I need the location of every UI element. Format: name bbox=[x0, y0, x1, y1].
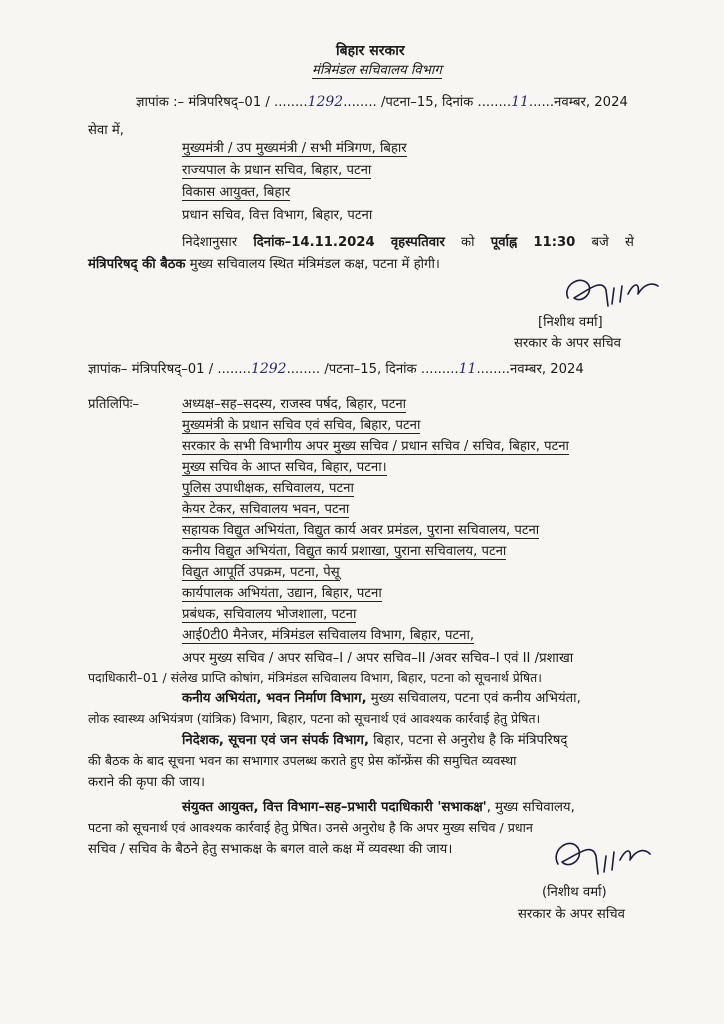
copy-item: विद्युत आपूर्ति उपक्रम, पटना, पेसू bbox=[182, 565, 340, 580]
para-4-line-2: पटना को सूचनार्थ एवं आवश्यक कार्रवाई हेतु प्रेषित। उनसे अनुरोध है कि अपर मुख्य सचिव / प्रधान bbox=[88, 820, 533, 835]
memo-line-2 bbox=[88, 362, 584, 376]
copy-item: मुख्य सचिव के आप्त सचिव, बिहार, पटना। bbox=[182, 460, 387, 475]
copy-label: प्रतिलिपिः– bbox=[88, 397, 139, 412]
memo-line-1 bbox=[136, 95, 628, 109]
dept-title: मंत्रिमंडल सचिवालय विभाग bbox=[312, 63, 442, 78]
dots: ........ bbox=[274, 95, 308, 110]
para-1-line-2: पदाधिकारी–01 / संलेख प्राप्ति कोषांग, मंत्रिमंडल सचिवालय विभाग, बिहार, पटना को सूचनार्थ प्रेषित। bbox=[88, 670, 542, 685]
dots: ........ bbox=[343, 95, 377, 110]
signatory-2-name: (निशीथ वर्मा) bbox=[542, 885, 607, 900]
meeting-title: मंत्रिपरिषद् की बैठक bbox=[88, 257, 186, 272]
copy-item: अध्यक्ष–सह–सदस्य, राजस्व पर्षद, बिहार, पटना bbox=[182, 397, 407, 412]
signatory-1-designation: सरकार के अपर सचिव bbox=[514, 336, 621, 351]
para-4-line-3: सचिव / सचिव के बैठने हेतु सभाकक्ष के बगल वाले कक्ष में व्यवस्था की जाय। bbox=[88, 842, 453, 857]
memo-prefix: ज्ञापांक– मंत्रिपरिषद्–01 / bbox=[88, 362, 218, 377]
para-2-line-1 bbox=[182, 692, 581, 705]
dots: ........ bbox=[217, 362, 251, 377]
directive-line-2 bbox=[88, 258, 440, 271]
memo-place: /पटना–15, दिनांक bbox=[320, 362, 421, 377]
signatory-1-name: [निशीथ वर्मा] bbox=[538, 315, 603, 330]
dots: ........ bbox=[286, 362, 321, 377]
meeting-venue: मुख्य सचिवालय स्थित मंत्रिमंडल कक्ष, पटना में होगी। bbox=[185, 257, 440, 272]
para-4-text: , मुख्य सचिवालय, bbox=[486, 800, 575, 815]
recipient-item: मुख्यमंत्री / उप मुख्यमंत्री / सभी मंत्रिगण, बिहार bbox=[182, 141, 407, 156]
para-2-line-2: लोक स्वास्थ्य अभियंत्रण (यांत्रिक) विभाग, बिहार, पटना को सूचनार्थ एवं आवश्यक कार्रवाई हेतु प्रेषित। bbox=[88, 711, 541, 726]
memo-number: 1292 bbox=[307, 94, 344, 110]
copy-item: सहायक विद्युत अभियंता, विद्युत कार्य अवर प्रमंडल, पुराना सचिवालय, पटना bbox=[182, 523, 540, 538]
memo-place: /पटना–15, दिनांक bbox=[376, 95, 478, 110]
recipient-item: प्रधान सचिव, वित्त विभाग, बिहार, पटना bbox=[182, 208, 373, 223]
para-3-line-2: की बैठक के बाद सूचना भवन का सभागार उपलब्ध कराते हुए प्रेस कॉन्फ्रेंस की समुचित व्यवस्था bbox=[88, 753, 517, 768]
memo-day: 11 bbox=[511, 94, 529, 110]
para-3-addressee: निदेशक, सूचना एवं जन संपर्क विभाग, bbox=[182, 733, 369, 748]
copy-item: सरकार के सभी विभागीय अपर मुख्य सचिव / प्रधान सचिव / सचिव, बिहार, पटना bbox=[182, 439, 569, 454]
meeting-session: पूर्वाह्न bbox=[490, 235, 518, 250]
copy-item: कार्यपालक अभियंता, उद्यान, बिहार, पटना bbox=[182, 586, 382, 601]
copy-item: आई0टी0 मैनेजर, मंत्रिमंडल सचिवालय विभाग, बिहार, पटना, bbox=[182, 628, 475, 643]
meeting-day: वृहस्पतिवार bbox=[390, 235, 445, 250]
copy-item: प्रबंधक, सचिवालय भोजशाला, पटना bbox=[182, 607, 357, 622]
memo-date-tail: ......नवम्बर, 2024 bbox=[528, 95, 628, 110]
para-3-line-3: कराने की कृपा की जाय। bbox=[88, 775, 205, 790]
memo-date-tail: ........नवम्बर, 2024 bbox=[476, 362, 584, 377]
memo-prefix: ज्ञापांक :– मंत्रिपरिषद्–01 / bbox=[136, 95, 275, 110]
para-2-addressee: कनीय अभियंता, भवन निर्माण विभाग, bbox=[182, 691, 367, 706]
signature-1 bbox=[558, 268, 668, 318]
directive-text: को bbox=[461, 235, 475, 250]
recipient-item: राज्यपाल के प्रधान सचिव, बिहार, पटना bbox=[182, 163, 372, 178]
dots: ........ bbox=[477, 95, 512, 110]
signatory-2-designation: सरकार के अपर सचिव bbox=[518, 907, 625, 922]
memo-day: 11 bbox=[458, 361, 477, 377]
dots: ......... bbox=[420, 362, 459, 377]
para-4-line-1 bbox=[182, 801, 575, 814]
para-3-line-1 bbox=[182, 734, 567, 747]
meeting-date: दिनांक–14.11.2024 bbox=[253, 235, 375, 250]
directive-text: निदेशानुसार bbox=[182, 235, 238, 250]
para-1-line-1: अपर मुख्य सचिव / अपर सचिव–I / अपर सचिव–II /अवर सचिव–I एवं II /प्रशाखा bbox=[182, 651, 574, 666]
directive-text: से bbox=[625, 235, 634, 250]
recipient-item: विकास आयुक्त, बिहार bbox=[182, 185, 291, 200]
para-3-text: बिहार, पटना से अनुरोध है कि मंत्रिपरिषद् bbox=[368, 733, 568, 748]
copy-item: मुख्यमंत्री के प्रधान सचिव एवं सचिव, बिहार, पटना bbox=[182, 418, 421, 433]
para-2-text: मुख्य सचिवालय, पटना एवं कनीय अभियंता, bbox=[366, 691, 581, 706]
para-4-addressee: संयुक्त आयुक्त, वित्त विभाग–सह–प्रभारी पदाधिकारी 'सभाकक्ष' bbox=[182, 800, 487, 815]
copy-item: केयर टेकर, सचिवालय भवन, पटना bbox=[182, 502, 350, 517]
memo-number: 1292 bbox=[250, 361, 287, 377]
copy-item: कनीय विद्युत अभियंता, विद्युत कार्य प्रशाखा, पुराना सचिवालय, पटना bbox=[182, 544, 507, 559]
meeting-time: 11:30 bbox=[533, 235, 576, 250]
govt-title: बिहार सरकार bbox=[336, 43, 405, 59]
to-label: सेवा में, bbox=[88, 123, 124, 138]
directive-text: बजे bbox=[591, 235, 609, 250]
directive-line-1 bbox=[182, 236, 634, 249]
signature-2 bbox=[546, 830, 656, 886]
copy-item: पुलिस उपाधीक्षक, सचिवालय, पटना bbox=[182, 481, 354, 496]
